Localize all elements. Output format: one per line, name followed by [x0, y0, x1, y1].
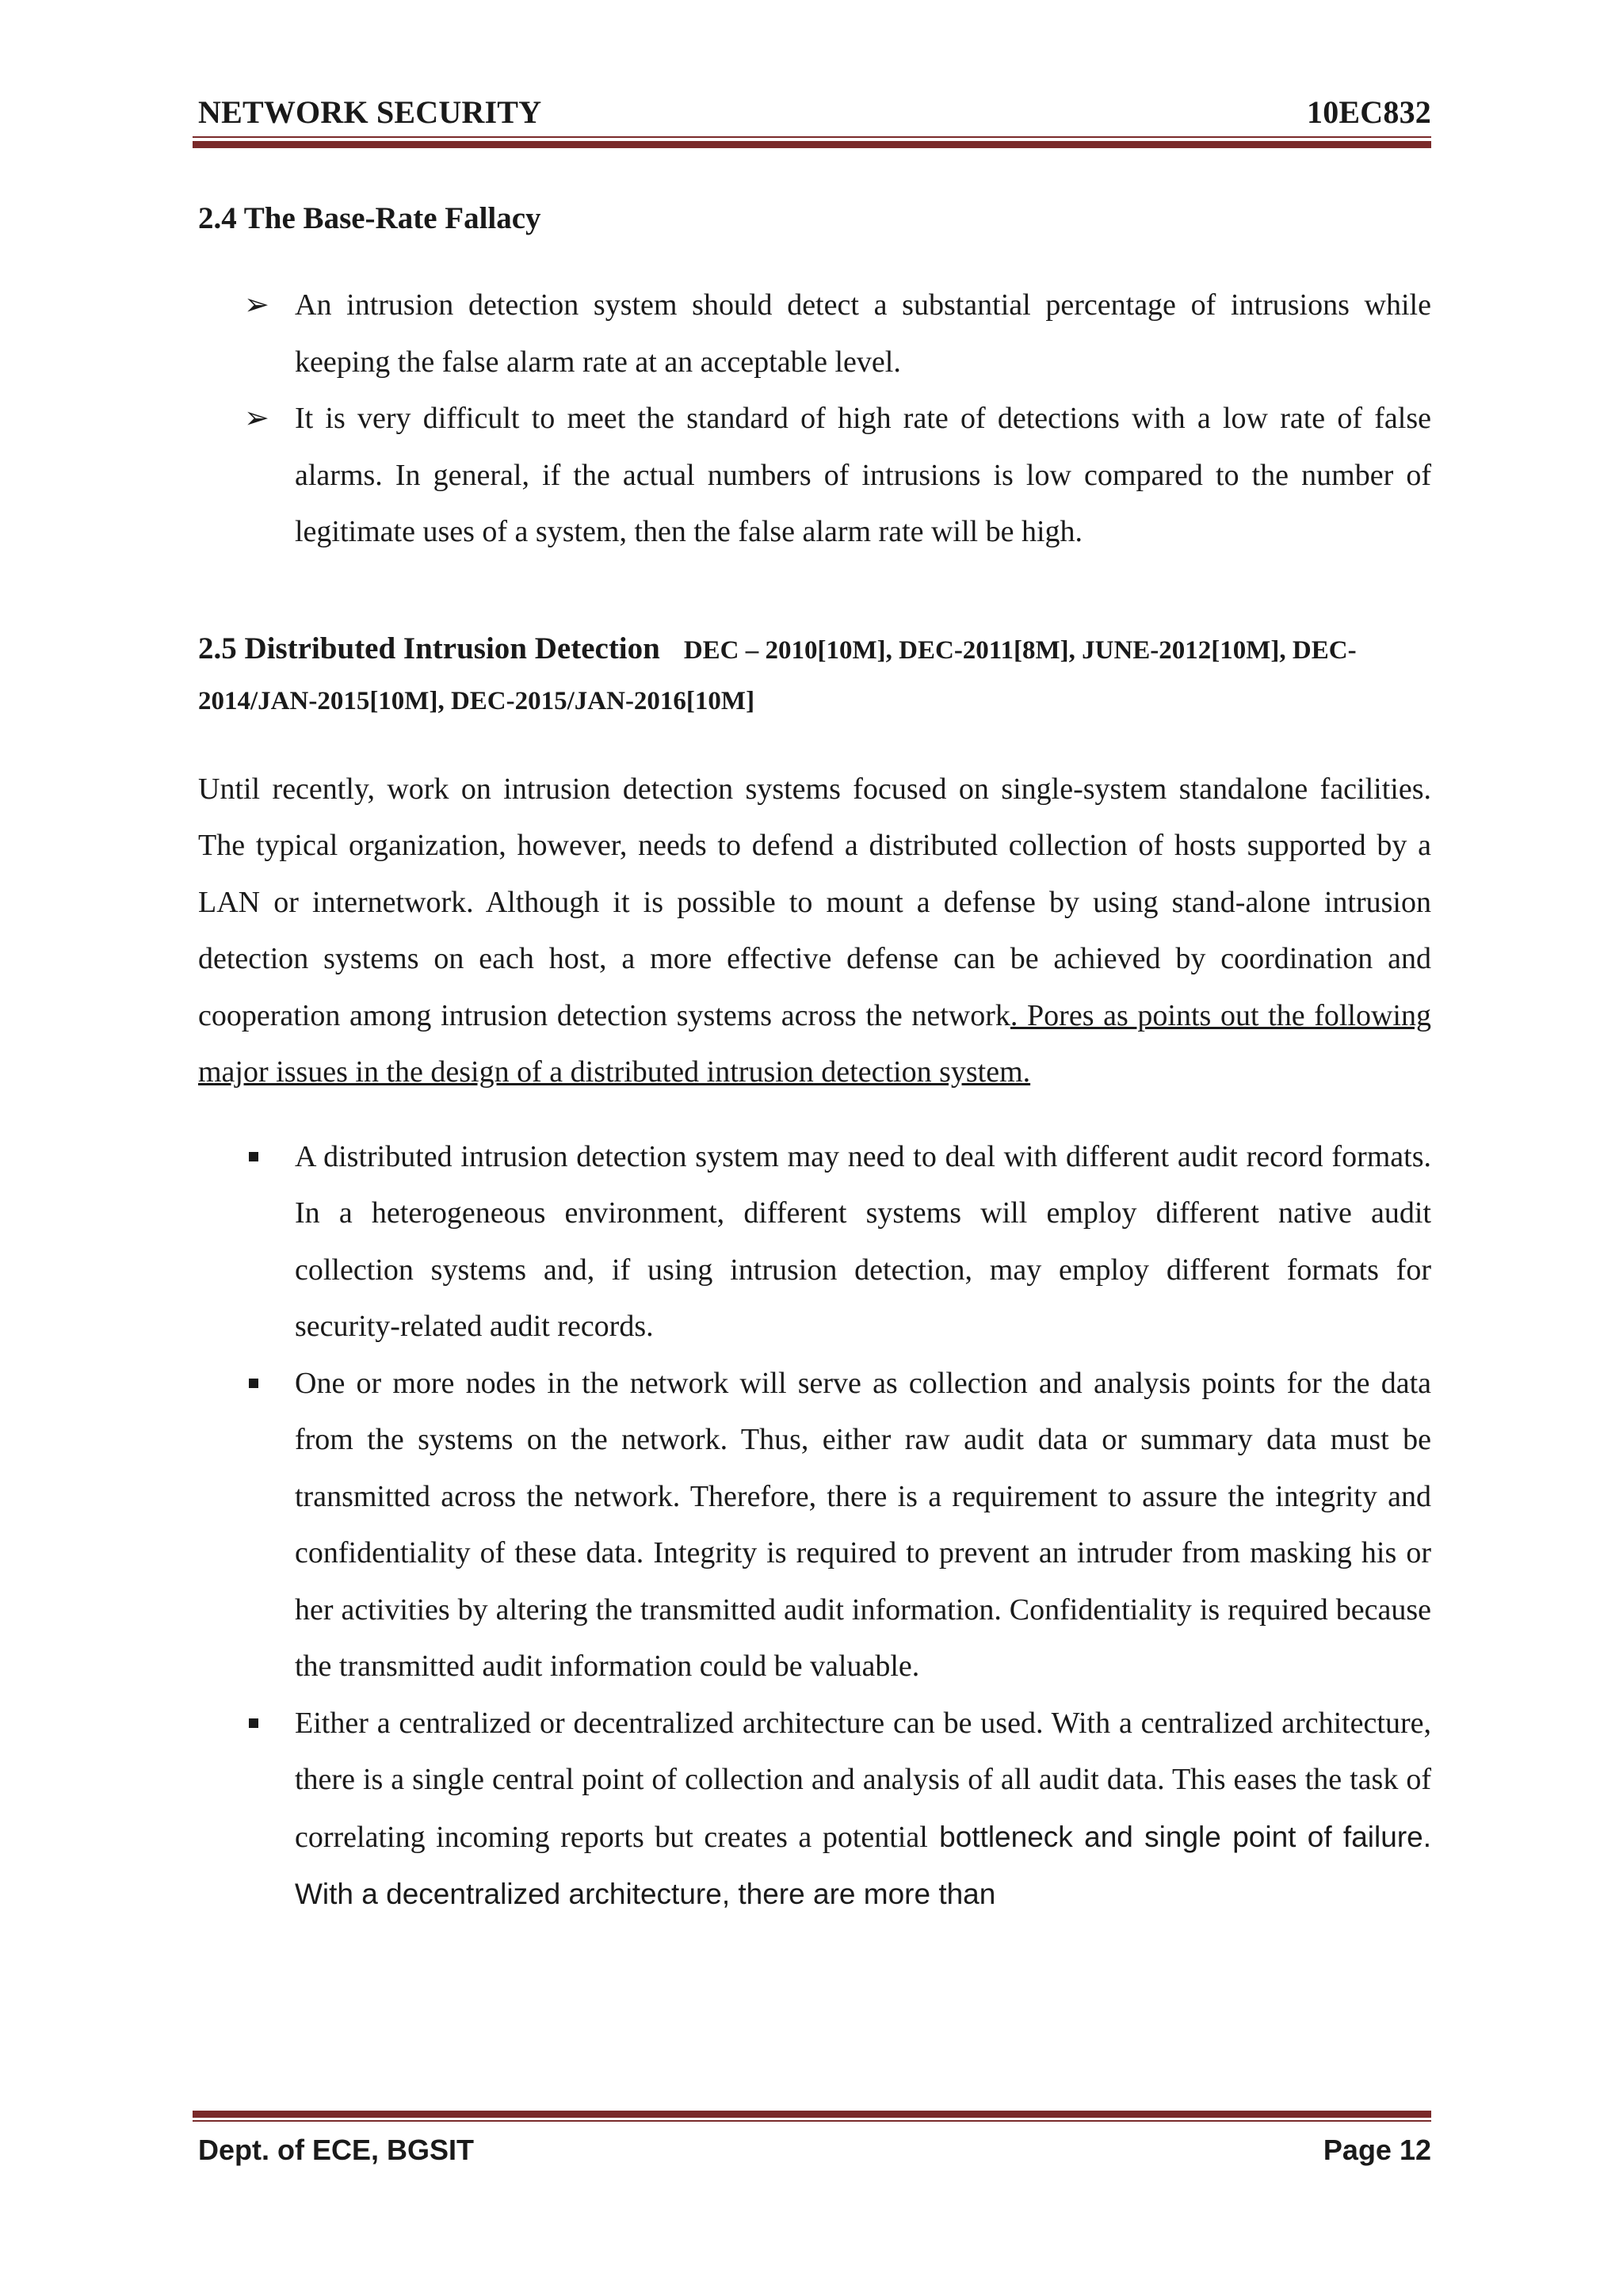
- header-rule-thin: [193, 136, 1431, 138]
- page-header: [198, 93, 1431, 131]
- section-title-base-rate: 2.4 The Base-Rate Fallacy: [198, 201, 541, 235]
- footer-page-number: Page 12: [1323, 2134, 1431, 2166]
- square-bullet-icon: [249, 1152, 258, 1161]
- page-footer: [198, 2134, 1431, 2167]
- square-bullet-icon: [249, 1379, 258, 1388]
- page-content: [198, 196, 1431, 1924]
- list-item: [198, 1129, 1431, 1356]
- header-rule-thick: [193, 141, 1431, 148]
- list-item: [198, 277, 1431, 391]
- footer-rule-thick: [193, 2111, 1431, 2118]
- exam-dates-line1: DEC – 2010[10M], DEC-2011[8M], JUNE-2012[10M], DEC-: [683, 635, 1357, 665]
- list-item: [198, 391, 1431, 561]
- list-item: [198, 1695, 1431, 1924]
- footer-department: Dept. of ECE, BGSIT: [198, 2134, 475, 2166]
- issues-bullet-list: [198, 1129, 1431, 1924]
- exam-dates-line2: 2014/JAN-2015[10M], DEC-2015/JAN-2016[10M]: [198, 686, 755, 715]
- square-bullet-icon: [249, 1718, 258, 1728]
- list-item-text: Either a centralized or decentralized architecture can be used. With a centralized architecture, there is a single central point of collection and analysis of all audit data. This eases the task of correlating incoming reports but creates a potential: [295, 1706, 1431, 1854]
- list-item-text: A distributed intrusion detection system may need to deal with different audit record formats. In a heterogeneous environment, different systems will employ different native audit collection systems and, if using intrusion detection, may employ different formats for security-related audit records.: [295, 1139, 1431, 1343]
- section-title-distributed: 2.5 Distributed Intrusion Detection: [198, 631, 660, 666]
- list-item-text: It is very difficult to meet the standard of high rate of detections with a low rate of false alarms. In general, if the actual numbers of intrusions is low compared to the number of legitimate uses of a system, then the false alarm rate will be high.: [295, 402, 1431, 548]
- list-item-text: An intrusion detection system should detect a substantial percentage of intrusions while keeping the false alarm rate at an acceptable level.: [295, 288, 1431, 379]
- intro-paragraph: [198, 761, 1431, 1101]
- base-rate-bullet-list: [198, 277, 1431, 561]
- list-item: [198, 1356, 1431, 1695]
- list-item-text-continued: bottleneck and single point of failure. With a decentralized architecture, there are more than: [295, 1820, 1431, 1910]
- arrow-bullet-icon: ➢: [244, 402, 269, 435]
- list-item-text: One or more nodes in the network will serve as collection and analysis points for the data from the systems on the network. Thus, either raw audit data or summary data must be transmitted across the network. Therefore, there is a requirement to assure the integrity and confidentiality of these data. Integrity is required to prevent an intruder from masking his or her activities by altering the transmitted audit information. Confidentiality is required because the transmitted audit information could be valuable.: [295, 1366, 1431, 1683]
- paragraph-plain-text: Until recently, work on intrusion detection systems focused on single-system standalone facilities. The typical organization, however, needs to defend a distributed collection of hosts supported by a LAN or internetwork. Although it is possible to mount a defense by using stand-alone intrusion detection systems on each host, a more effective defense can be achieved by coordination and cooperation among intrusion detection systems across the network: [198, 772, 1431, 1032]
- paragraph-underlined-text: . Pores as points out the following major issues in the design of a distributed intrusion detection system.: [198, 998, 1431, 1089]
- header-course-code: 10EC832: [1307, 94, 1431, 130]
- arrow-bullet-icon: ➢: [244, 288, 269, 322]
- section-heading-distributed: [198, 624, 1431, 726]
- footer-rule-thin: [193, 2120, 1431, 2122]
- header-course-title: NETWORK SECURITY: [198, 94, 542, 130]
